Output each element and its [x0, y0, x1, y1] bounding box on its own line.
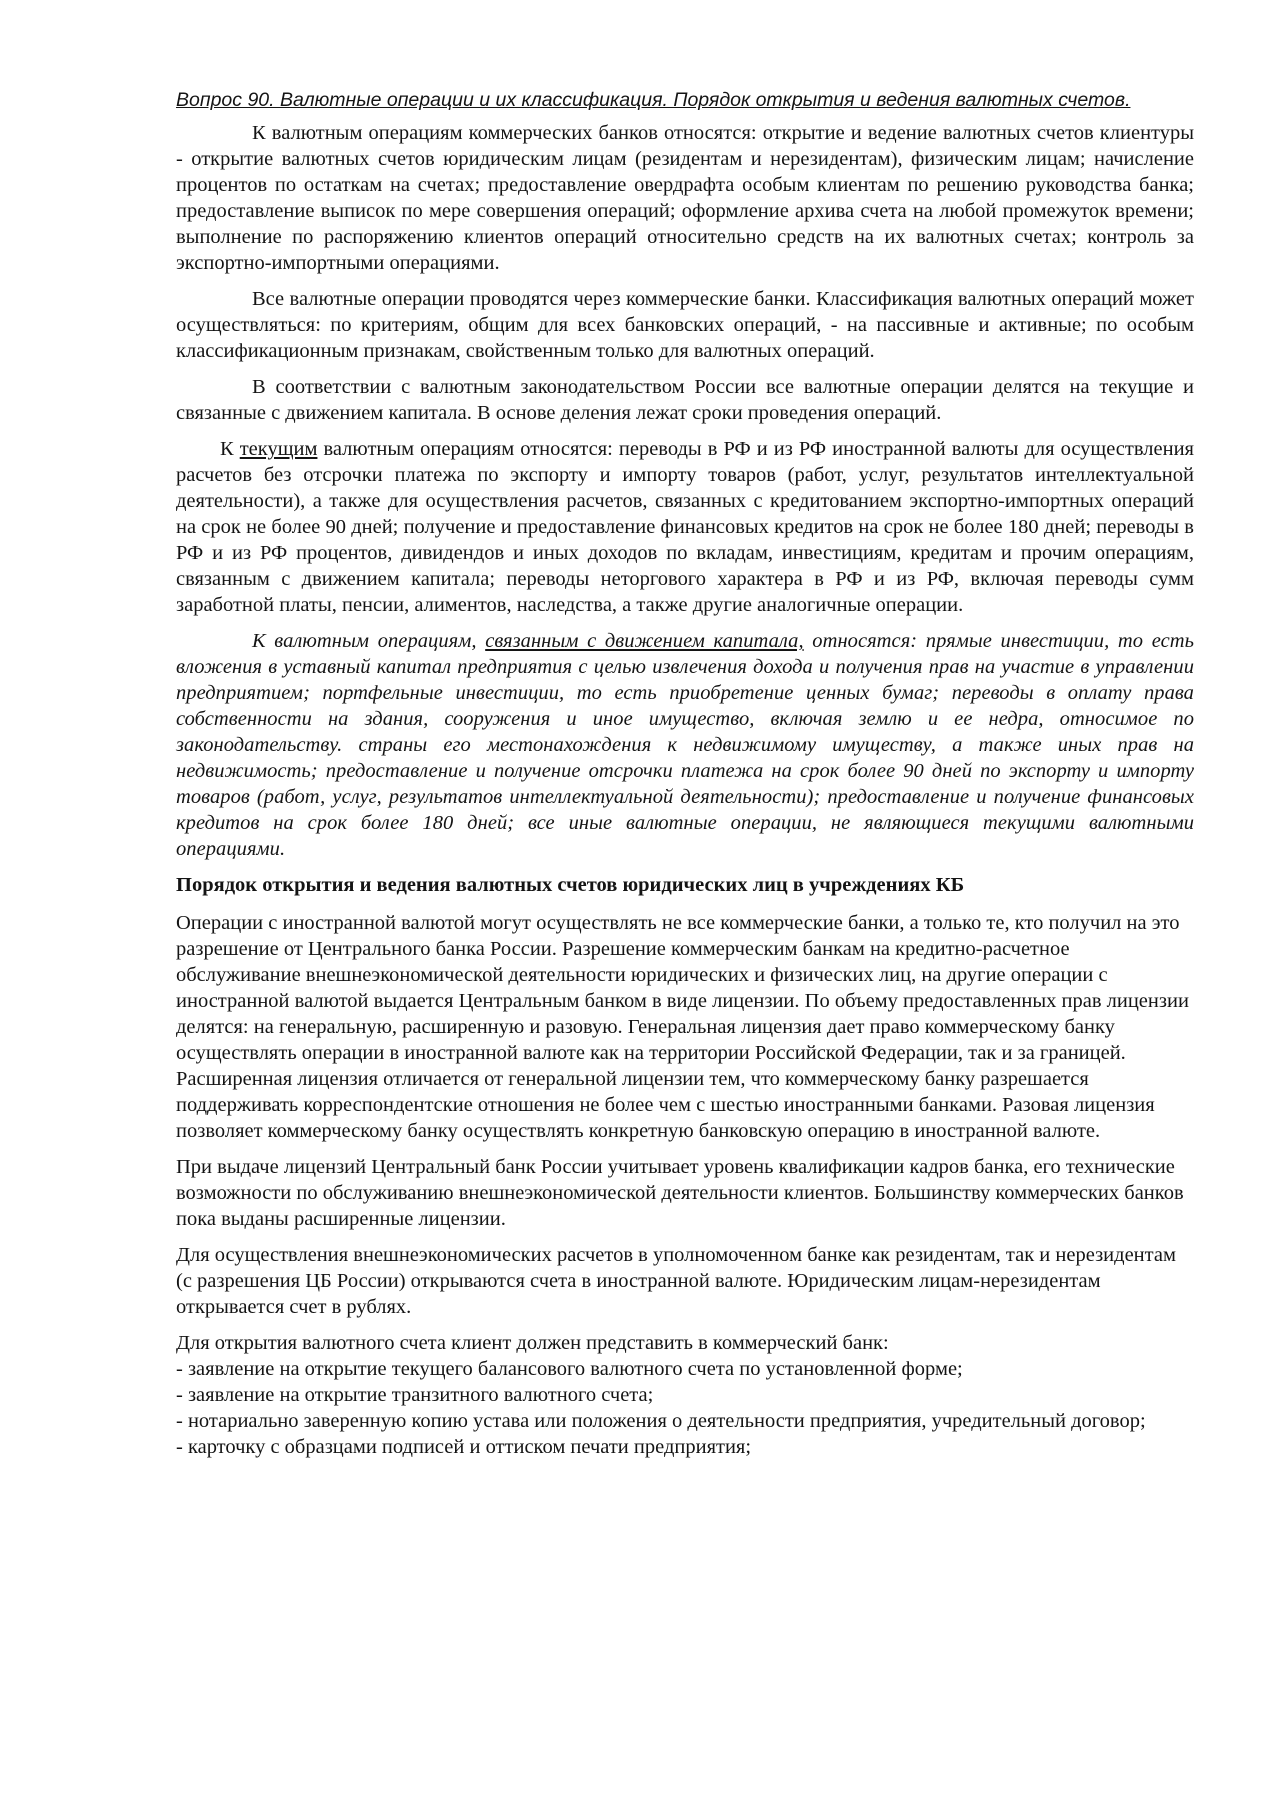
section-heading: Порядок открытия и ведения валютных счетов юридических лиц в учреждениях КБ [176, 874, 965, 896]
paragraph-required-documents [176, 1330, 1194, 1460]
paragraph-license-issuance: При выдаче лицензий Центральный банк России учитывает уровень квалификации кадров банка, его технические возможности по обслуживанию внешнеэкономической деятельности клиентов. Большинству коммерческих банков пока выданы расширенные лицензии. [176, 1156, 1184, 1230]
list-item: - заявление на открытие транзитного валютного счета; [176, 1384, 654, 1406]
paragraph-classification: Все валютные операции проводятся через коммерческие банки. Классификация валютных операций может осуществляться: по критериям, общим для всех банковских операций, - на пассивные и активные; по особым классификационным признакам, свойственным только для валютных операций. [176, 288, 1194, 362]
paragraph-accounts: Для осуществления внешнеэкономических расчетов в уполномоченном банке как резидентам, так и нерезидентам (с разрешения ЦБ России) открываются счета в иностранной валюте. Юридическим лицам-нерезидентам открывается счет в рублях. [176, 1244, 1176, 1318]
list-item: - карточку с образцами подписей и оттиском печати предприятия; [176, 1436, 752, 1458]
document-page [176, 88, 1194, 1470]
paragraph-currency-operations: К валютным операциям коммерческих банков относятся: открытие и ведение валютных счетов клиентуры - открытие валютных счетов юридическим лицам (резидентам и нерезидентам), физическим лицам; начисление процентов по остаткам на счетах; предоставление овердрафта особым клиентам по решению руководства банка; предоставление выписок по мере совершения операций; оформление архива счета на любой промежуток времени; выполнение по распоряжению клиентов операций относительно средств на их валютных счетах; контроль за экспортно-импортными операциями. [176, 122, 1194, 274]
list-item: - нотариально заверенную копию устава или положения о деятельности предприятия, учредительный договор; [176, 1410, 1146, 1432]
current-operations-term: текущим [239, 438, 318, 460]
required-documents-intro: Для открытия валютного счета клиент должен представить в коммерческий банк: [176, 1332, 889, 1354]
paragraph-current-operations [176, 436, 1194, 618]
list-item: - заявление на открытие текущего балансового валютного счета по установленной форме; [176, 1358, 963, 1380]
paragraph-legislation: В соответствии с валютным законодательством России все валютные операции делятся на текущие и связанные с движением капитала. В основе деления лежат сроки проведения операций. [176, 376, 1194, 424]
capital-operations-prefix: К валютным операциям, [252, 630, 486, 652]
document-title: Вопрос 90. Валютные операции и их классификация. Порядок открытия и ведения валютных счетов. [176, 89, 1131, 111]
current-operations-text: валютным операциям относятся: переводы в РФ и из РФ иностранной валюты для осуществления расчетов без отсрочки платежа по экспорту и импорту товаров (работ, услуг, результатов интеллектуальной деятельности), а также для осуществления расчетов, связанных с кредитованием экспортно-импортных операций на срок не более 90 дней; получение и предоставление финансовых кредитов на срок не более 180 дней; переводы в РФ и из РФ процентов, дивидендов и иных доходов по вкладам, инвестициям, кредитам и прочим операциям, связанным с движением капитала; переводы неторгового характера в РФ и из РФ, включая переводы сумм заработной платы, пенсии, алиментов, наследства, а также другие аналогичные операции. [176, 438, 1194, 616]
capital-operations-term: связанным с движением капитала, [485, 630, 804, 652]
capital-operations-text: относятся: прямые инвестиции, то есть вложения в уставный капитал предприятия с целью извлечения дохода и получения прав на участие в управлении предприятием; портфельные инвестиции, то есть приобретение ценных бумаг; переводы в оплату права собственности на здания, сооружения и иное имущество, включая землю и ее недра, относимое по законодательству. страны его местонахождения к недвижимому имуществу, а также иных прав на недвижимость; предоставление и получение отсрочки платежа на срок более 90 дней по экспорту и импорту товаров (работ, услуг, результатов интеллектуальной деятельности); предоставление и получение финансовых кредитов на срок более 180 дней; все иные валютные операции, не являющиеся текущими валютными операциями. [176, 630, 1194, 860]
paragraph-licenses: Операции с иностранной валютой могут осуществлять не все коммерческие банки, а только те, кто получил на это разрешение от Центрального банка России. Разрешение коммерческим банкам на кредитно-расчетное обслуживание внешнеэкономической деятельности юридических и физических лиц, на другие операции с иностранной валютой выдается Центральным банком в виде лицензии. По объему предоставленных прав лицензии делятся: на генеральную, расширенную и разовую. Генеральная лицензия дает право коммерческому банку осуществлять операции в иностранной валюте как на территории Российской Федерации, так и за границей. Расширенная лицензия отличается от генеральной лицензии тем, что коммерческому банку разрешается поддерживать корреспондентские отношения не более чем с шестью иностранными банками. Разовая лицензия позволяет коммерческому банку осуществлять конкретную банковскую операцию в иностранной валюте. [176, 912, 1189, 1142]
current-operations-prefix: К [220, 438, 240, 460]
paragraph-capital-operations [176, 628, 1194, 862]
